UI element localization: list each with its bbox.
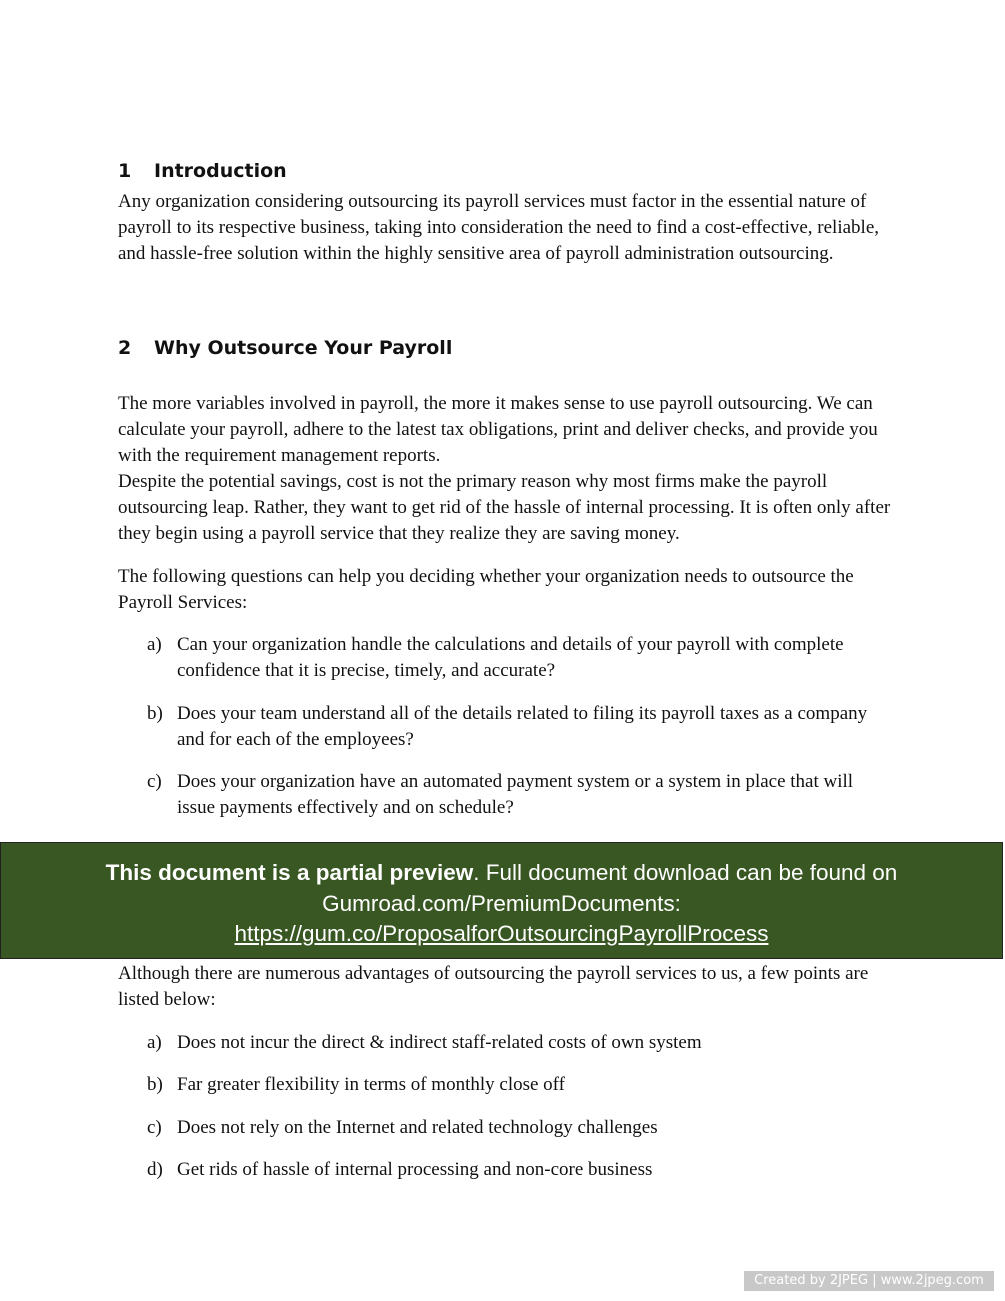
download-link[interactable]: https://gum.co/ProposalforOutsourcingPayrollProcess	[234, 921, 769, 946]
list-text: Does your team understand all of the details related to filing its payroll taxes as a company and for each of the employees?	[177, 703, 868, 750]
list-label: d)	[147, 1159, 163, 1180]
list-item	[147, 1072, 887, 1098]
banner-text: . Full document download can be found on	[473, 860, 898, 885]
list-text: Does your organization have an automated payment system or a system in place that will issue payments effectively and on schedule?	[177, 771, 854, 818]
heading-introduction	[118, 160, 287, 182]
section-number: 1	[118, 160, 132, 182]
list-label: c)	[147, 771, 162, 792]
paragraph: Any organization considering outsourcing its payroll services must factor in the essential nature of payroll to its respective business, taking into consideration the need to find a cost-effective, reliable, and hassle-free solution within the highly sensitive area of payroll administration outsourcing.	[118, 191, 880, 264]
list-text: Get rids of hassle of internal processing and non-core business	[177, 1159, 653, 1180]
list-label: c)	[147, 1117, 162, 1138]
paragraph: Although there are numerous advantages of outsourcing the payroll services to us, a few points are listed below:	[118, 963, 869, 1010]
section-title: Why Outsource Your Payroll	[154, 337, 453, 359]
heading-why-outsource	[118, 337, 452, 359]
banner-text-line2: Gumroad.com/PremiumDocuments:	[322, 890, 681, 916]
list-text: Far greater flexibility in terms of monthly close off	[177, 1074, 565, 1095]
watermark: Created by 2JPEG | www.2jpeg.com	[744, 1271, 994, 1291]
list-text: Does not rely on the Internet and related technology challenges	[177, 1117, 658, 1138]
list-label: b)	[147, 1074, 163, 1095]
paragraph: The following questions can help you deciding whether your organization needs to outsource the Payroll Services:	[118, 566, 854, 613]
list-item	[147, 1115, 887, 1141]
list-label: b)	[147, 703, 163, 724]
list-label: a)	[147, 1032, 162, 1053]
list-item	[147, 769, 887, 821]
list-item	[147, 1030, 887, 1056]
paragraph: The more variables involved in payroll, the more it makes sense to use payroll outsourcing. We can calculate your payroll, adhere to the latest tax obligations, print and deliver checks, and provide you with the requirement management reports.	[118, 393, 878, 466]
list-text: Does not incur the direct & indirect staff-related costs of own system	[177, 1032, 702, 1053]
list-label: a)	[147, 634, 162, 655]
preview-banner	[0, 842, 1003, 959]
section-number: 2	[118, 337, 132, 359]
paragraph: Despite the potential savings, cost is not the primary reason why most firms make the payroll outsourcing leap. Rather, they want to get rid of the hassle of internal processing. It is often only after they begin using a payroll service that they realize they are saving money.	[118, 471, 891, 544]
list-item	[147, 632, 887, 684]
banner-bold-text: This document is a partial preview	[105, 860, 474, 885]
section-title: Introduction	[154, 160, 287, 182]
list-text: Can your organization handle the calculations and details of your payroll with complete confidence that it is precise, timely, and accurate?	[177, 634, 844, 681]
list-item	[147, 701, 887, 753]
list-item	[147, 1157, 887, 1183]
